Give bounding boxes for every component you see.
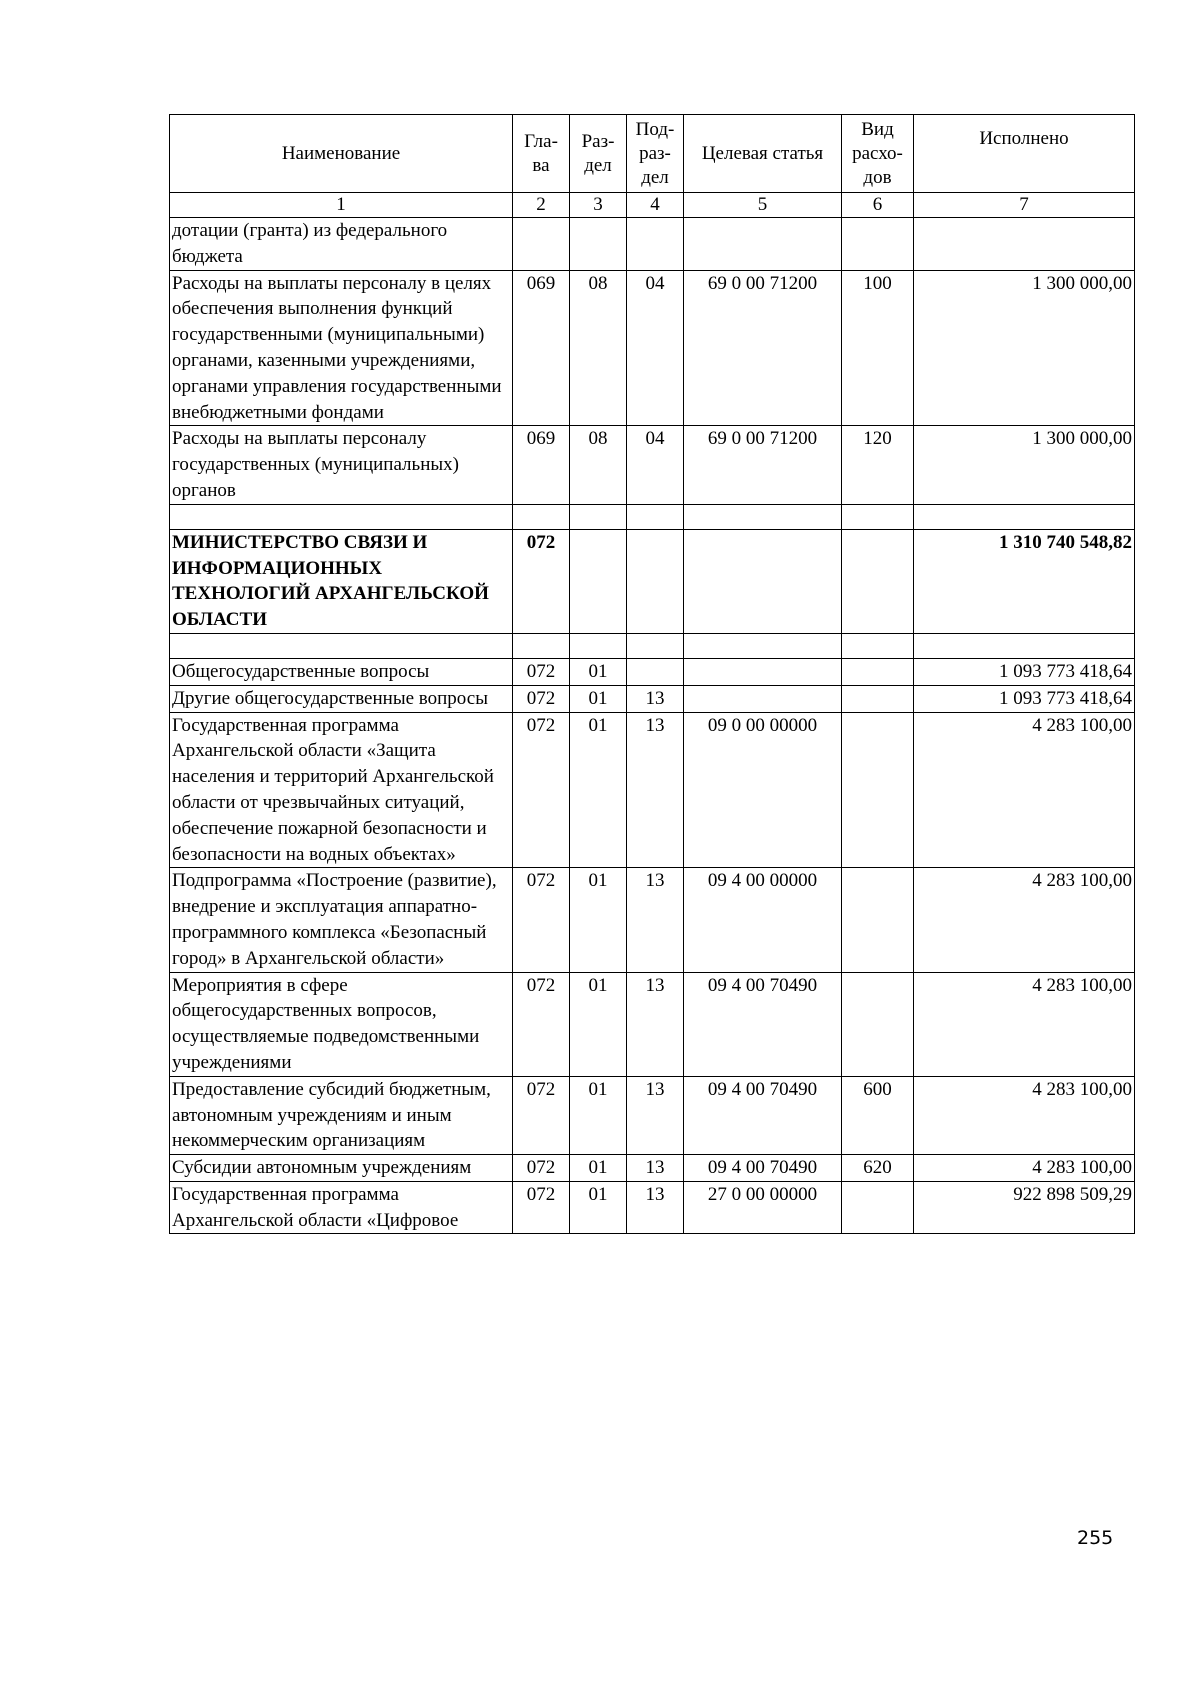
row-celevaya: 09 4 00 70490	[684, 972, 842, 1076]
row-podrazdel: 04	[627, 270, 684, 426]
row-glava: 072	[513, 712, 570, 868]
row-celevaya: 69 0 00 71200	[684, 426, 842, 504]
row-name: Государственная программа Архангельской области «Защита населения и территорий Архангельской области от чрезвычайных ситуаций, обеспечение пожарной безопасности и безопасности на водных объектах»	[170, 712, 513, 868]
row-name	[170, 504, 513, 529]
table-row	[170, 972, 1135, 1076]
blank-row	[170, 504, 1135, 529]
table-header-row	[170, 115, 1135, 193]
row-glava: 072	[513, 1181, 570, 1234]
row-razdel: 01	[570, 1181, 627, 1234]
row-vid: 100	[842, 270, 914, 426]
row-ispolneno	[914, 633, 1135, 658]
header-celevaya: Целевая статья	[684, 115, 842, 193]
header-razdel: Раз- дел	[570, 115, 627, 193]
column-numbers-row	[170, 193, 1135, 218]
table-row	[170, 270, 1135, 426]
row-ispolneno: 4 283 100,00	[914, 1155, 1135, 1182]
row-vid	[842, 972, 914, 1076]
row-name	[170, 633, 513, 658]
row-razdel: 01	[570, 685, 627, 712]
row-celevaya: 09 4 00 70490	[684, 1076, 842, 1154]
row-name: Расходы на выплаты персоналу в целях обеспечения выполнения функций государственными (муниципальными) органами, казенными учреждениями, органами управления государственными внебюджетными фондами	[170, 270, 513, 426]
row-razdel: 01	[570, 658, 627, 685]
row-vid	[842, 658, 914, 685]
row-ispolneno: 1 300 000,00	[914, 270, 1135, 426]
row-celevaya	[684, 658, 842, 685]
row-celevaya: 27 0 00 00000	[684, 1181, 842, 1234]
row-glava: 072	[513, 972, 570, 1076]
table-row	[170, 658, 1135, 685]
row-name: дотации (гранта) из федерального бюджета	[170, 218, 513, 271]
page-number: 255	[1077, 1527, 1114, 1549]
header-podrazdel: Под- раз- дел	[627, 115, 684, 193]
row-vid	[842, 712, 914, 868]
row-podrazdel	[627, 633, 684, 658]
row-glava: 072	[513, 685, 570, 712]
row-vid	[842, 218, 914, 271]
row-name: Субсидии автономным учреждениям	[170, 1155, 513, 1182]
row-razdel: 01	[570, 868, 627, 972]
table-row	[170, 1076, 1135, 1154]
blank-row	[170, 633, 1135, 658]
row-name: Государственная программа Архангельской области «Цифровое	[170, 1181, 513, 1234]
row-celevaya	[684, 504, 842, 529]
column-number: 1	[170, 193, 513, 218]
header-vid: Вид расхо- дов	[842, 115, 914, 193]
row-glava: 069	[513, 270, 570, 426]
row-glava	[513, 218, 570, 271]
row-celevaya	[684, 218, 842, 271]
row-podrazdel	[627, 218, 684, 271]
table-row	[170, 868, 1135, 972]
row-vid: 600	[842, 1076, 914, 1154]
row-ispolneno: 922 898 509,29	[914, 1181, 1135, 1234]
row-ispolneno: 4 283 100,00	[914, 868, 1135, 972]
row-podrazdel: 13	[627, 868, 684, 972]
header-ispolneno: Исполнено	[914, 115, 1135, 193]
row-vid	[842, 685, 914, 712]
table-row	[170, 685, 1135, 712]
ministry-row	[170, 529, 1135, 633]
row-podrazdel: 13	[627, 972, 684, 1076]
row-glava	[513, 633, 570, 658]
row-celevaya: 09 4 00 70490	[684, 1155, 842, 1182]
row-vid	[842, 1181, 914, 1234]
row-vid	[842, 868, 914, 972]
column-number: 6	[842, 193, 914, 218]
row-glava	[513, 504, 570, 529]
row-razdel: 08	[570, 426, 627, 504]
row-vid	[842, 633, 914, 658]
row-vid	[842, 504, 914, 529]
table-row	[170, 218, 1135, 271]
row-glava: 072	[513, 1076, 570, 1154]
row-ispolneno: 1 093 773 418,64	[914, 658, 1135, 685]
row-vid	[842, 529, 914, 633]
row-celevaya: 69 0 00 71200	[684, 270, 842, 426]
header-glava: Гла- ва	[513, 115, 570, 193]
row-ispolneno: 4 283 100,00	[914, 972, 1135, 1076]
row-glava: 072	[513, 529, 570, 633]
column-number: 2	[513, 193, 570, 218]
row-vid: 120	[842, 426, 914, 504]
row-glava: 069	[513, 426, 570, 504]
row-celevaya: 09 4 00 00000	[684, 868, 842, 972]
row-name: Предоставление субсидий бюджетным, автономным учреждениям и иным некоммерческим организациям	[170, 1076, 513, 1154]
row-podrazdel	[627, 504, 684, 529]
table-row	[170, 1155, 1135, 1182]
row-celevaya	[684, 633, 842, 658]
row-razdel	[570, 218, 627, 271]
row-celevaya: 09 0 00 00000	[684, 712, 842, 868]
row-podrazdel	[627, 658, 684, 685]
row-podrazdel: 13	[627, 712, 684, 868]
row-name: Общегосударственные вопросы	[170, 658, 513, 685]
row-celevaya	[684, 529, 842, 633]
column-number: 7	[914, 193, 1135, 218]
row-glava: 072	[513, 1155, 570, 1182]
row-name: Подпрограмма «Построение (развитие), внедрение и эксплуатация аппаратно-программного комплекса «Безопасный город» в Архангельской области»	[170, 868, 513, 972]
row-ispolneno: 1 093 773 418,64	[914, 685, 1135, 712]
row-celevaya	[684, 685, 842, 712]
row-podrazdel: 13	[627, 1076, 684, 1154]
row-glava: 072	[513, 868, 570, 972]
row-ispolneno: 4 283 100,00	[914, 1076, 1135, 1154]
row-podrazdel	[627, 529, 684, 633]
row-ispolneno	[914, 504, 1135, 529]
header-name: Наименование	[170, 115, 513, 193]
column-number: 5	[684, 193, 842, 218]
row-ispolneno: 1 300 000,00	[914, 426, 1135, 504]
row-razdel	[570, 504, 627, 529]
table-row	[170, 712, 1135, 868]
row-glava: 072	[513, 658, 570, 685]
row-ispolneno	[914, 218, 1135, 271]
row-razdel	[570, 529, 627, 633]
row-name: Мероприятия в сфере общегосударственных вопросов, осуществляемые подведомственными учреждениями	[170, 972, 513, 1076]
row-name: Другие общегосударственные вопросы	[170, 685, 513, 712]
row-name: МИНИСТЕРСТВО СВЯЗИ И ИНФОРМАЦИОННЫХ ТЕХНОЛОГИЙ АРХАНГЕЛЬСКОЙ ОБЛАСТИ	[170, 529, 513, 633]
row-name: Расходы на выплаты персоналу государственных (муниципальных) органов	[170, 426, 513, 504]
budget-table	[169, 114, 1135, 1234]
row-razdel	[570, 633, 627, 658]
row-podrazdel: 04	[627, 426, 684, 504]
table-row	[170, 426, 1135, 504]
row-podrazdel: 13	[627, 685, 684, 712]
table-row	[170, 1181, 1135, 1234]
row-ispolneno: 1 310 740 548,82	[914, 529, 1135, 633]
column-number: 3	[570, 193, 627, 218]
row-razdel: 01	[570, 972, 627, 1076]
column-number: 4	[627, 193, 684, 218]
row-razdel: 01	[570, 1155, 627, 1182]
row-razdel: 01	[570, 712, 627, 868]
row-vid: 620	[842, 1155, 914, 1182]
row-ispolneno: 4 283 100,00	[914, 712, 1135, 868]
row-razdel: 01	[570, 1076, 627, 1154]
row-podrazdel: 13	[627, 1181, 684, 1234]
row-podrazdel: 13	[627, 1155, 684, 1182]
row-razdel: 08	[570, 270, 627, 426]
